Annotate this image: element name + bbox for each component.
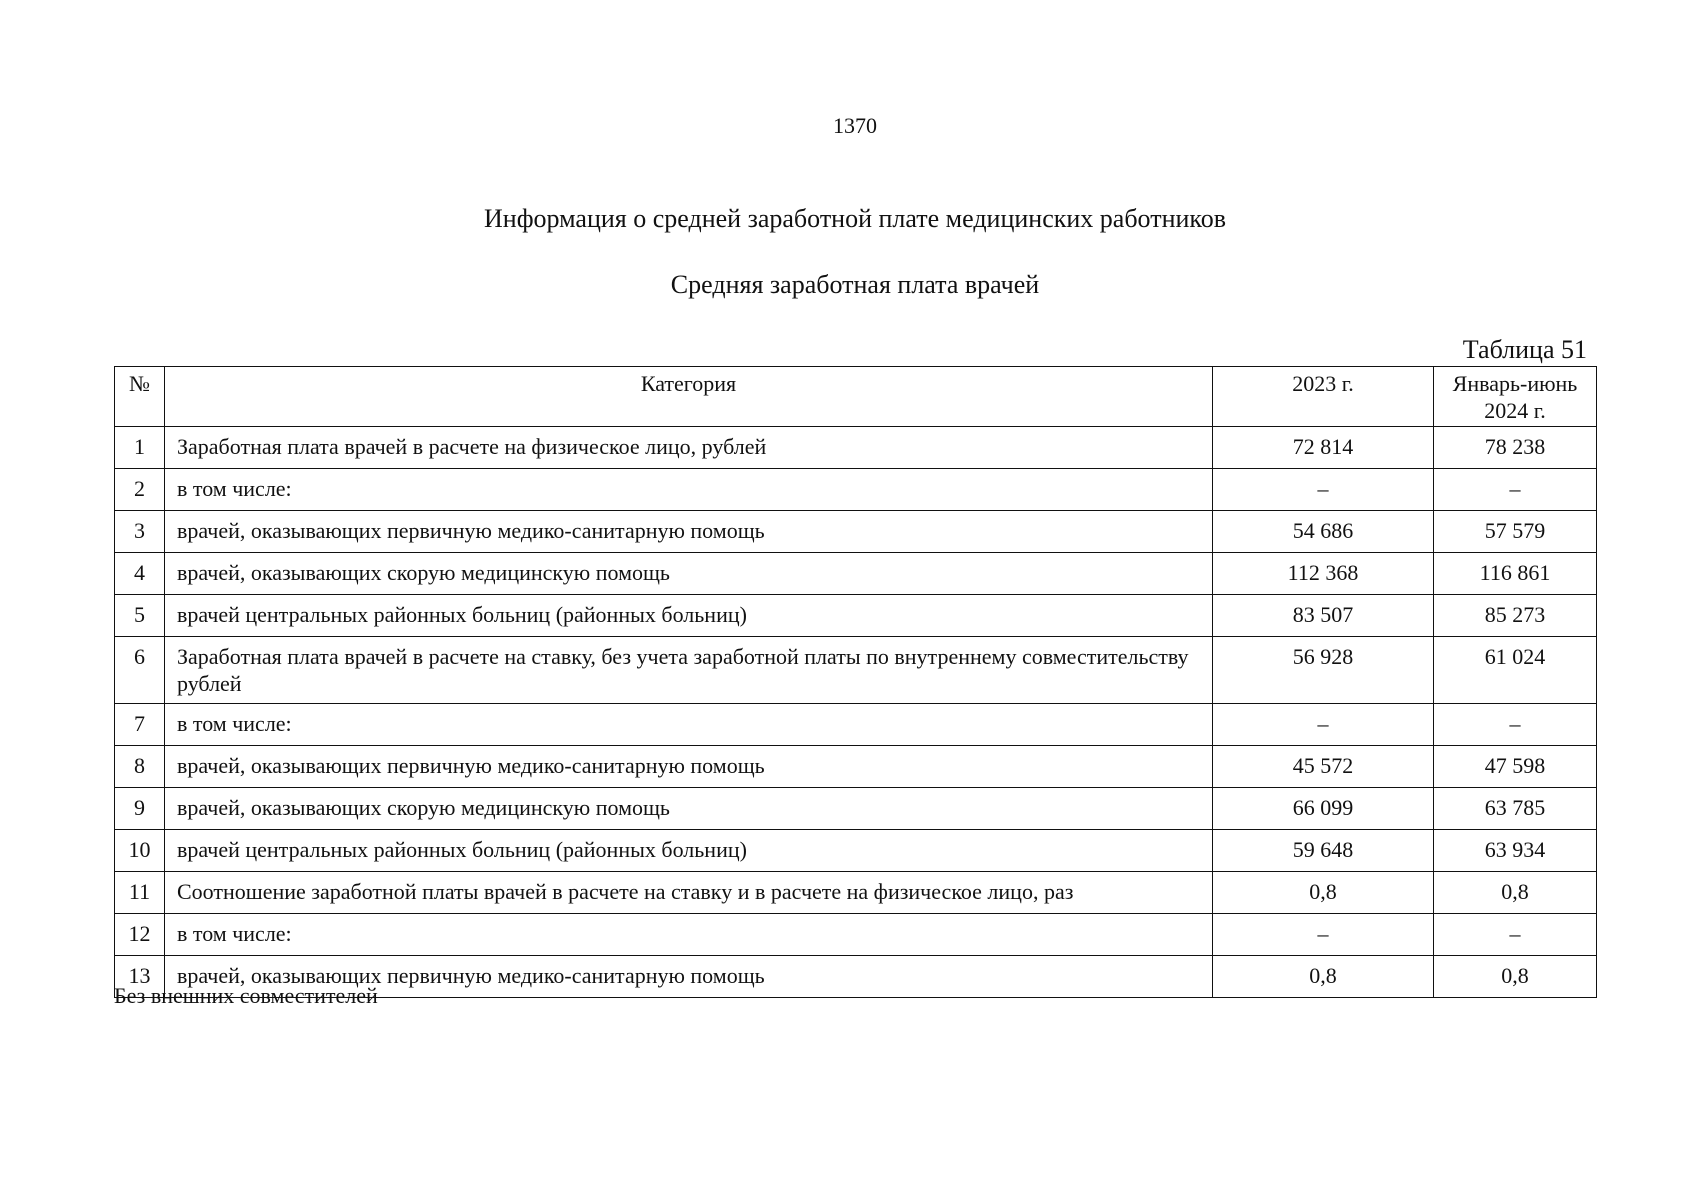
row-value-2024: 57 579 <box>1434 511 1597 553</box>
table-row <box>115 469 1597 511</box>
table-row <box>115 427 1597 469</box>
table-row <box>115 511 1597 553</box>
header-2023: 2023 г. <box>1213 367 1434 427</box>
row-category: врачей, оказывающих скорую медицинскую помощь <box>165 788 1213 830</box>
row-value-2024: 78 238 <box>1434 427 1597 469</box>
row-category: врачей, оказывающих первичную медико-санитарную помощь <box>165 511 1213 553</box>
row-value-2023: 72 814 <box>1213 427 1434 469</box>
row-category: Заработная плата врачей в расчете на физическое лицо, рублей <box>165 427 1213 469</box>
row-value-2024: 0,8 <box>1434 872 1597 914</box>
page-number: 1370 <box>833 113 877 138</box>
row-number: 5 <box>115 595 165 637</box>
row-number: 13 <box>115 956 165 998</box>
row-number: 9 <box>115 788 165 830</box>
header-num: № <box>115 367 165 427</box>
row-value-2024: 63 934 <box>1434 830 1597 872</box>
row-number: 4 <box>115 553 165 595</box>
table-row <box>115 872 1597 914</box>
row-value-2023: – <box>1213 914 1434 956</box>
row-number: 12 <box>115 914 165 956</box>
row-value-2024: 47 598 <box>1434 746 1597 788</box>
row-number: 3 <box>115 511 165 553</box>
row-value-2023: 54 686 <box>1213 511 1434 553</box>
row-category: Заработная плата врачей в расчете на ставку, без учета заработной платы по внутреннему совместительству рублей <box>165 637 1213 704</box>
row-value-2023: 83 507 <box>1213 595 1434 637</box>
row-value-2023: – <box>1213 704 1434 746</box>
table-row <box>115 637 1597 704</box>
header-category: Категория <box>165 367 1213 427</box>
row-category: Соотношение заработной платы врачей в расчете на ставку и в расчете на физическое лицо, раз <box>165 872 1213 914</box>
row-value-2023: – <box>1213 469 1434 511</box>
header-2024: Январь-июнь 2024 г. <box>1434 367 1597 427</box>
table-header-row <box>115 367 1597 427</box>
row-value-2023: 0,8 <box>1213 872 1434 914</box>
row-number: 11 <box>115 872 165 914</box>
footnote: Без внешних совместителей <box>114 983 378 1008</box>
row-category: врачей, оказывающих первичную медико-санитарную помощь <box>165 956 1213 998</box>
document-title: Информация о средней заработной плате медицинских работников <box>484 204 1226 233</box>
row-value-2023: 59 648 <box>1213 830 1434 872</box>
row-category: в том числе: <box>165 704 1213 746</box>
row-value-2024: 0,8 <box>1434 956 1597 998</box>
table-row <box>115 553 1597 595</box>
row-value-2024: – <box>1434 914 1597 956</box>
row-value-2024: – <box>1434 704 1597 746</box>
row-value-2023: 56 928 <box>1213 637 1434 704</box>
row-number: 6 <box>115 637 165 704</box>
salary-table <box>114 366 1597 998</box>
row-value-2024: – <box>1434 469 1597 511</box>
row-value-2024: 85 273 <box>1434 595 1597 637</box>
row-category: врачей центральных районных больниц (районных больниц) <box>165 830 1213 872</box>
row-value-2023: 45 572 <box>1213 746 1434 788</box>
row-value-2024: 116 861 <box>1434 553 1597 595</box>
table-row <box>115 704 1597 746</box>
row-value-2023: 112 368 <box>1213 553 1434 595</box>
row-value-2024: 63 785 <box>1434 788 1597 830</box>
row-number: 7 <box>115 704 165 746</box>
table-caption: Таблица 51 <box>1462 335 1587 364</box>
row-number: 10 <box>115 830 165 872</box>
table-row <box>115 788 1597 830</box>
table-row <box>115 914 1597 956</box>
table-body <box>115 427 1597 998</box>
row-number: 1 <box>115 427 165 469</box>
row-category: в том числе: <box>165 469 1213 511</box>
row-number: 2 <box>115 469 165 511</box>
table-row <box>115 595 1597 637</box>
table-row <box>115 746 1597 788</box>
row-category: врачей, оказывающих первичную медико-санитарную помощь <box>165 746 1213 788</box>
row-value-2024: 61 024 <box>1434 637 1597 704</box>
row-category: врачей, оказывающих скорую медицинскую помощь <box>165 553 1213 595</box>
row-number: 8 <box>115 746 165 788</box>
row-value-2023: 66 099 <box>1213 788 1434 830</box>
row-category: врачей центральных районных больниц (районных больниц) <box>165 595 1213 637</box>
row-category: в том числе: <box>165 914 1213 956</box>
document-subtitle: Средняя заработная плата врачей <box>670 270 1040 299</box>
table-row <box>115 830 1597 872</box>
row-value-2023: 0,8 <box>1213 956 1434 998</box>
